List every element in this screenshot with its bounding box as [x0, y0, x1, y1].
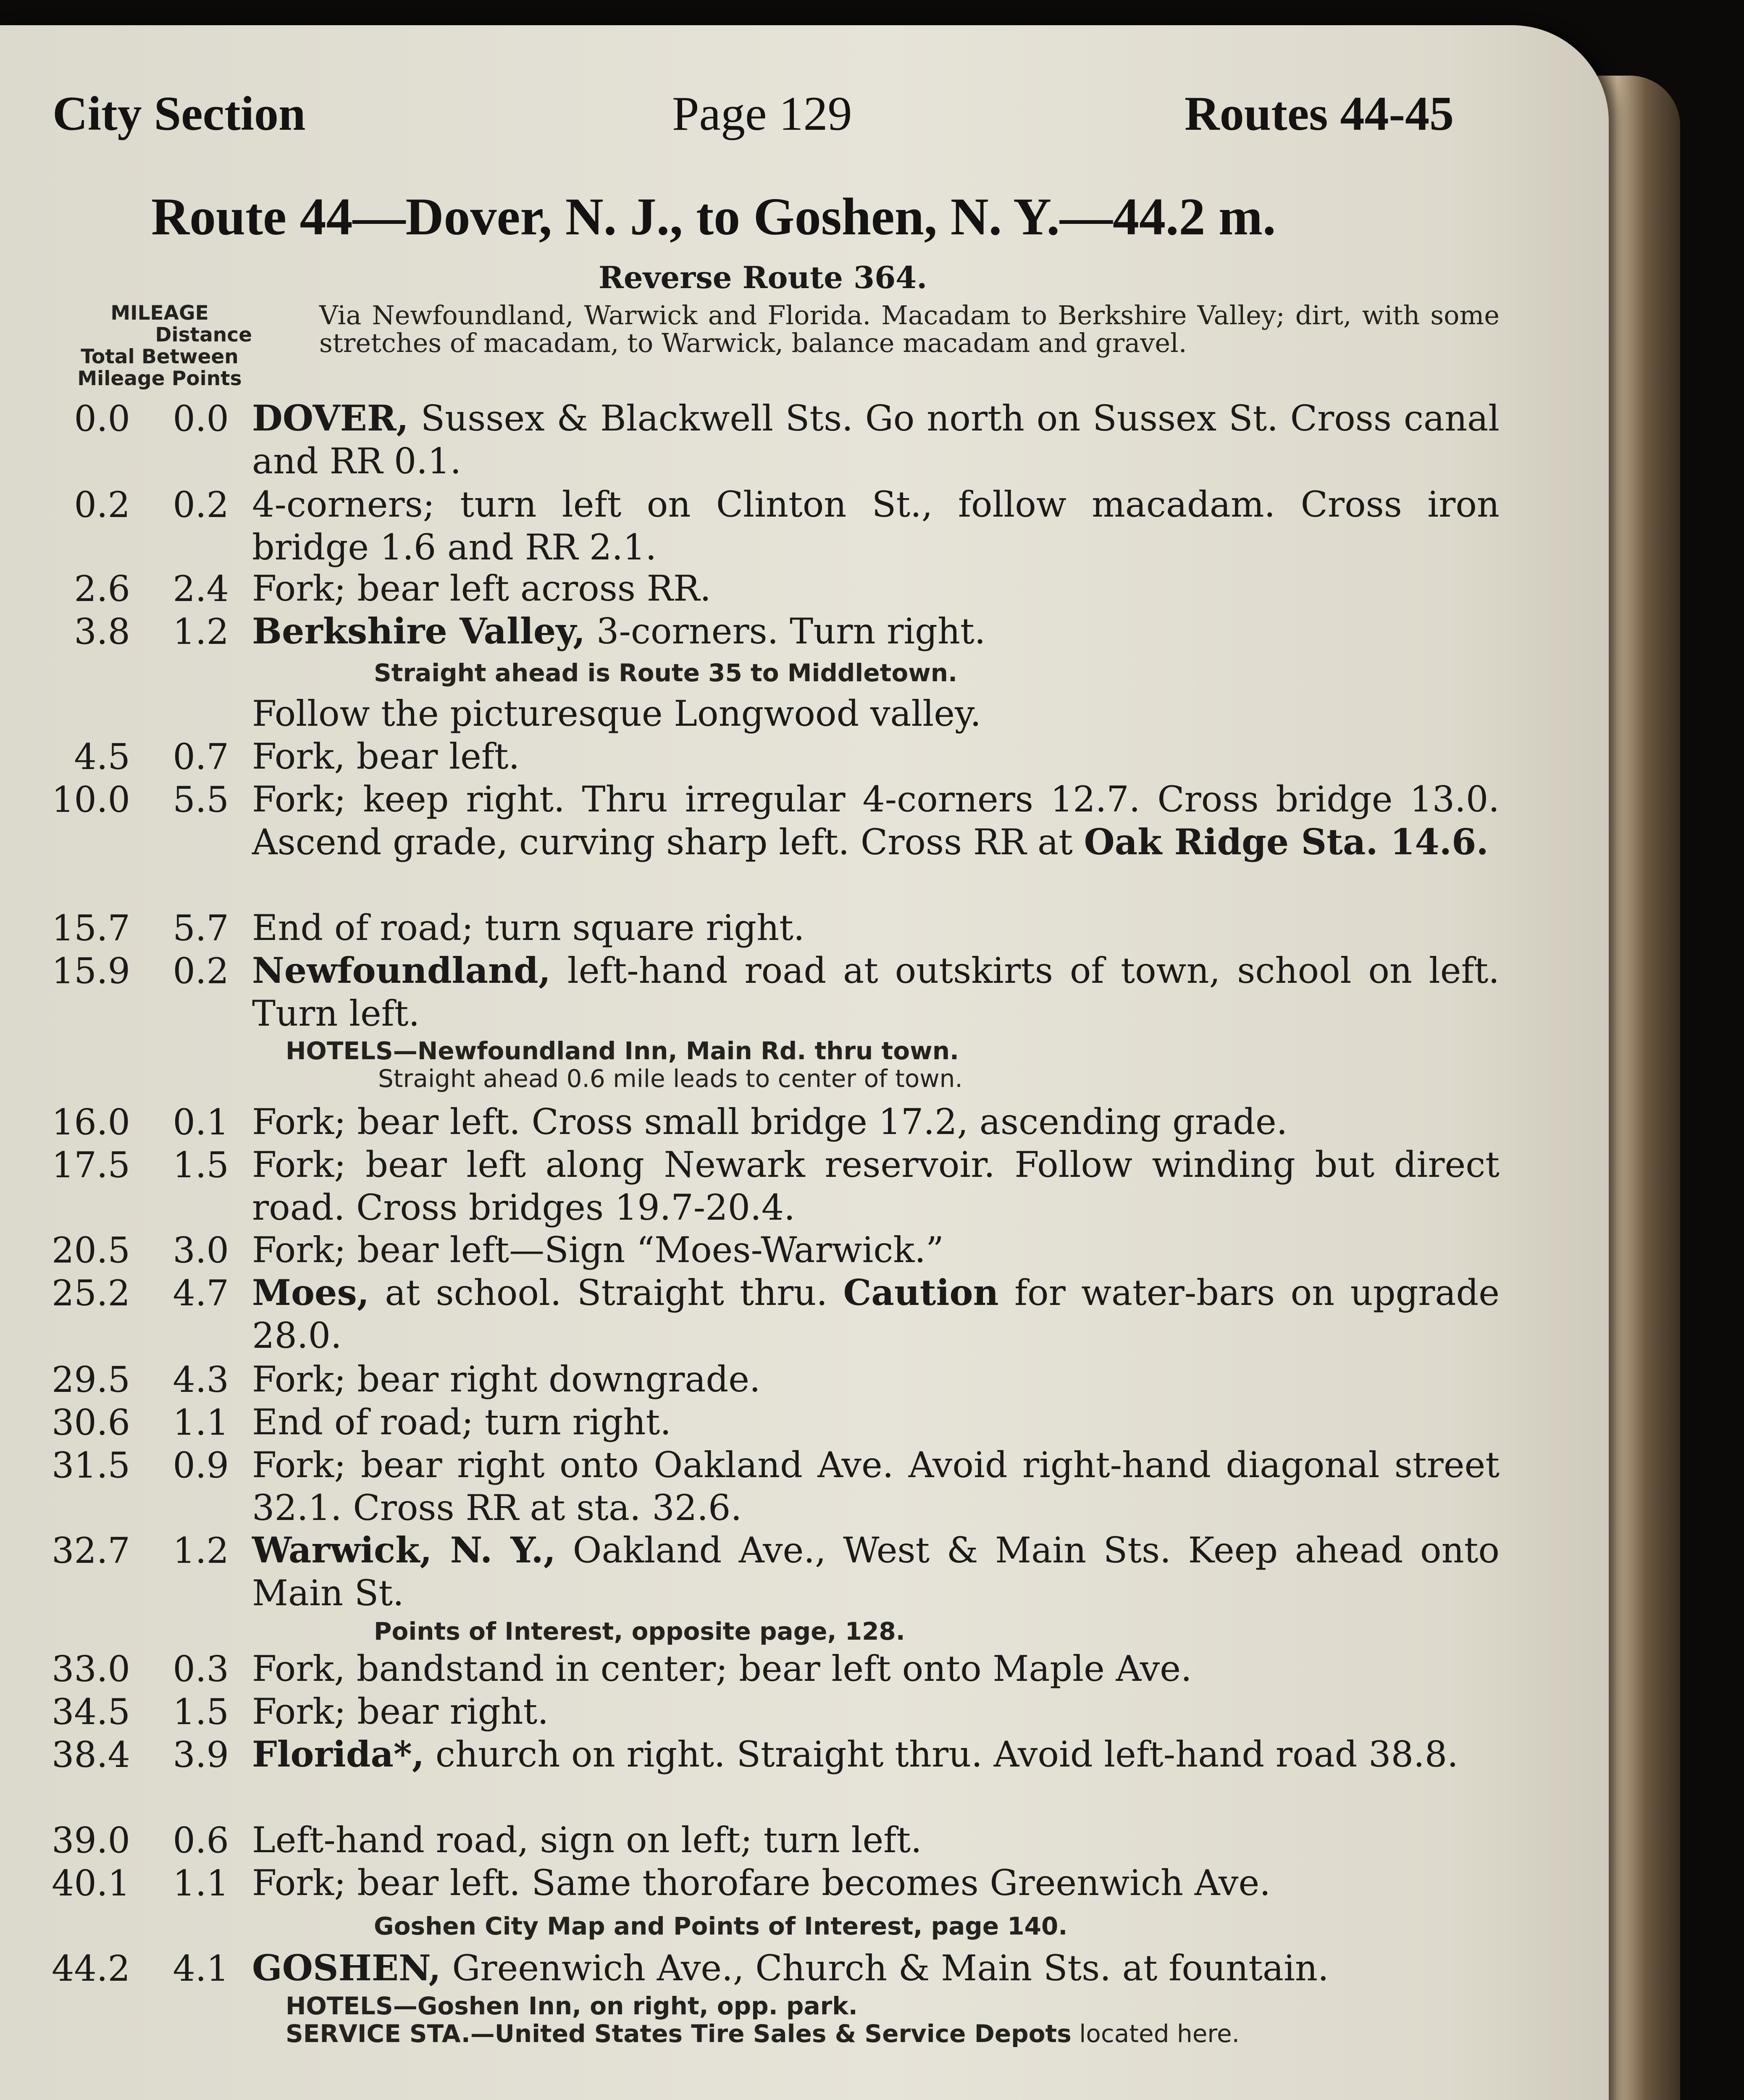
entry-distance: 0.1: [173, 1102, 229, 1143]
entry-total-mileage: 0.0: [74, 398, 130, 439]
entry-directions: Fork; bear left. Same thorofare becomes Greenwich Ave.: [252, 1862, 1271, 1903]
entry-total-mileage: 10.0: [51, 779, 130, 820]
entry-total-mileage: 25.2: [51, 1273, 130, 1314]
entry-directions: End of road; turn square right.: [252, 907, 805, 948]
note-goshen-hotels: [286, 1992, 858, 2020]
entry-text: [252, 610, 1500, 653]
mileage-header: [59, 302, 260, 390]
mileage-points: Mileage Points: [77, 367, 242, 390]
entry-place: Newfoundland,: [252, 950, 551, 991]
hotels-label: HOTELS—: [286, 1037, 418, 1065]
entry-distance: 1.1: [173, 1863, 229, 1904]
entry-total-mileage: 17.5: [51, 1144, 130, 1186]
entry-text: [252, 1143, 1500, 1229]
entry-text: [252, 735, 1500, 778]
route44-intro: Via Newfoundland, Warwick and Florida. Macadam to Berkshire Valley; dirt, with some stretches of macadam, to Warwick, balance macadam and gravel.: [319, 300, 1500, 358]
entry-place: GOSHEN,: [252, 1947, 441, 1989]
header-section: City Section: [53, 87, 306, 141]
entry-distance: 3.9: [173, 1734, 229, 1775]
entry-total-mileage: 4.5: [74, 736, 130, 777]
entry-place: Warwick, N. Y.,: [252, 1529, 556, 1571]
hotels-label: HOTELS—: [286, 1992, 418, 2020]
route44-title: Route 44—Dover, N. J., to Goshen, N. Y.—44.2 m.: [151, 188, 1276, 246]
note-newfoundland-straight: Straight ahead 0.6 mile leads to center of town.: [378, 1064, 963, 1093]
note-goshen-map: Goshen City Map and Points of Interest, page 140.: [374, 1912, 1068, 1940]
service-rest: located here.: [1071, 2019, 1240, 2048]
entry-text: [252, 1529, 1500, 1614]
entry-directions: at school. Straight thru.: [369, 1272, 843, 1313]
service-name: United States Tire Sales & Service Depots: [494, 2019, 1072, 2048]
entry-text: [252, 567, 1500, 610]
note-longwood: Follow the picturesque Longwood valley.: [252, 693, 981, 734]
entry-distance: 4.3: [173, 1359, 229, 1400]
entry-distance: 0.2: [173, 950, 229, 992]
entry-total-mileage: 40.1: [51, 1863, 130, 1904]
entry-distance: 1.2: [173, 1530, 229, 1571]
entry-distance: 1.5: [173, 1144, 229, 1186]
entry-total-mileage: 44.2: [51, 1948, 130, 1989]
note-berkshire: Straight ahead is Route 35 to Middletown.: [374, 659, 958, 687]
entry-text: [252, 1271, 1500, 1357]
entry-total-mileage: 3.8: [74, 611, 130, 652]
entry-text: [252, 1861, 1500, 1904]
entry-directions: Sussex & Blackwell Sts. Go north on Sussex St. Cross canal and RR 0.1.: [252, 398, 1500, 482]
entry-directions: left-hand road at outskirts of town, school on left. Turn left.: [252, 950, 1500, 1034]
entry-total-mileage: 30.6: [51, 1402, 130, 1443]
entry-place: Berkshire Valley,: [252, 610, 586, 652]
entry-total-mileage: 33.0: [51, 1648, 130, 1690]
entry-total-mileage: 15.9: [51, 950, 130, 992]
entry-text: [252, 1947, 1500, 1990]
entry-text: [252, 1228, 1500, 1271]
entry-directions: church on right. Straight thru. Avoid left-hand road 38.8.: [424, 1734, 1458, 1775]
header-routes: Routes 44-45: [1185, 87, 1454, 141]
entry-total-mileage: 15.7: [51, 908, 130, 949]
entry-text: [252, 483, 1500, 569]
entry-text: [252, 1690, 1500, 1733]
entry-distance: 0.9: [173, 1445, 229, 1486]
entry-text: [252, 1358, 1500, 1401]
entry-distance: 4.1: [173, 1948, 229, 1989]
entry-total-mileage: 38.4: [51, 1734, 130, 1775]
route44-reverse: Reverse Route 364.: [599, 260, 927, 295]
mileage-distance: Distance: [155, 323, 252, 346]
entry-distance: 2.4: [173, 568, 229, 609]
entry-total-mileage: 39.0: [51, 1820, 130, 1861]
entry-distance: 0.7: [173, 736, 229, 777]
entry-directions: Greenwich Ave., Church & Main Sts. at fountain.: [441, 1948, 1329, 1989]
entry-directions: 4-corners; turn left on Clinton St., follow macadam. Cross iron bridge 1.6 and RR 2.1.: [252, 484, 1500, 568]
entry-emphasis: Oak Ridge Sta. 14.6.: [1084, 821, 1489, 863]
entry-directions: Fork; bear left. Cross small bridge 17.2, ascending grade.: [252, 1101, 1288, 1142]
entry-total-mileage: 32.7: [51, 1530, 130, 1571]
note-service-station: [286, 2019, 1240, 2048]
entry-total-mileage: 29.5: [51, 1359, 130, 1400]
entry-directions-cont: for water-bars on upgrade 28.0.: [252, 1272, 1500, 1356]
entry-place: DOVER,: [252, 397, 409, 439]
service-label: SERVICE STA.—: [286, 2019, 495, 2048]
entry-distance: 0.0: [173, 398, 229, 439]
entry-text: [252, 1647, 1500, 1690]
entry-distance: 1.5: [173, 1691, 229, 1732]
entry-directions: Fork; bear left across RR.: [252, 568, 711, 609]
entry-text: [252, 778, 1500, 864]
entry-text: [252, 1819, 1500, 1861]
hotels-text: Newfoundland Inn, Main Rd. thru town.: [417, 1037, 959, 1065]
entry-total-mileage: 0.2: [74, 484, 130, 525]
note-warwick: Points of Interest, opposite page, 128.: [374, 1617, 905, 1646]
entry-text: [252, 1100, 1500, 1143]
entry-text: [252, 397, 1500, 483]
entry-distance: 1.1: [173, 1402, 229, 1443]
entry-directions: Fork; bear right downgrade.: [252, 1359, 761, 1400]
entry-distance: 0.2: [173, 484, 229, 525]
entry-place: Moes,: [252, 1272, 369, 1313]
entry-distance: 3.0: [173, 1230, 229, 1271]
entry-emphasis: Caution: [843, 1272, 999, 1313]
entry-distance: 1.2: [173, 611, 229, 652]
entry-directions: Fork; bear left—Sign “Moes-Warwick.”: [252, 1229, 944, 1270]
entry-directions: Fork; bear right onto Oakland Ave. Avoid right-hand diagonal street 32.1. Cross RR at sta. 32.6.: [252, 1444, 1500, 1528]
mileage-total-between: Total Between: [81, 345, 239, 368]
entry-distance: 5.5: [173, 779, 229, 820]
entry-total-mileage: 16.0: [51, 1102, 130, 1143]
entry-text: [252, 1733, 1500, 1776]
entry-total-mileage: 34.5: [51, 1691, 130, 1732]
entry-directions: Fork; keep right. Thru irregular 4-corners 12.7. Cross bridge 13.0. Ascend grade, curving sharp left. Cross RR at: [252, 779, 1500, 863]
entry-total-mileage: 20.5: [51, 1230, 130, 1271]
entry-text: [252, 1401, 1500, 1444]
entry-directions: Fork; bear right.: [252, 1691, 549, 1732]
entry-directions: Fork, bear left.: [252, 736, 520, 777]
entry-distance: 0.3: [173, 1648, 229, 1690]
entry-directions: Left-hand road, sign on left; turn left.: [252, 1819, 922, 1861]
entry-text: [252, 906, 1500, 949]
entry-total-mileage: 31.5: [51, 1445, 130, 1486]
entry-text: [252, 949, 1500, 1035]
entry-distance: 5.7: [173, 908, 229, 949]
entry-distance: 4.7: [173, 1273, 229, 1314]
entry-directions: 3-corners. Turn right.: [585, 611, 986, 652]
entry-total-mileage: 2.6: [74, 568, 130, 609]
entry-distance: 0.6: [173, 1820, 229, 1861]
entry-place: Florida*,: [252, 1733, 425, 1775]
entry-directions: Fork; bear left along Newark reservoir. Follow winding but direct road. Cross bridges 19.7-20.4.: [252, 1144, 1500, 1228]
note-newfoundland-hotels: [286, 1037, 959, 1065]
entry-text: [252, 1444, 1500, 1529]
hotels-text: Goshen Inn, on right, opp. park.: [417, 1992, 858, 2020]
mileage-title: MILEAGE: [110, 302, 209, 325]
entry-directions: Fork, bandstand in center; bear left onto Maple Ave.: [252, 1648, 1192, 1689]
entry-directions: Oakland Ave., West & Main Sts. Keep ahead onto Main St.: [252, 1530, 1500, 1614]
entry-directions: End of road; turn right.: [252, 1402, 671, 1443]
header-page-number: Page 129: [672, 87, 852, 141]
